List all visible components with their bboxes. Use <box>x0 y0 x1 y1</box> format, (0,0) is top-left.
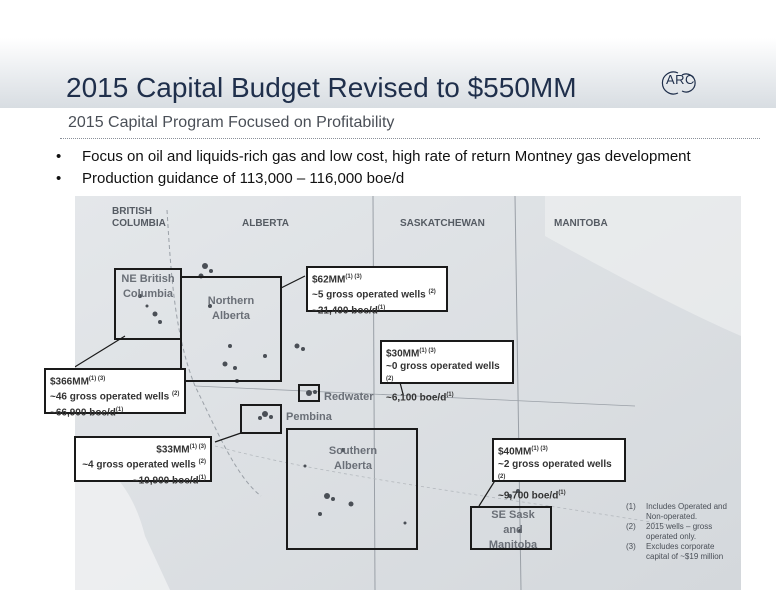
footnote <box>626 542 727 562</box>
footnote-ref: (2) <box>172 391 180 398</box>
region-label-alberta: ALBERTA <box>242 218 290 229</box>
place-label-line: Southern <box>328 445 378 457</box>
footnote-ref: (1) (3) <box>189 444 206 450</box>
region-label-line: BRITISH <box>112 206 152 217</box>
place-label-northern-alberta <box>196 294 266 324</box>
footnote <box>626 522 727 542</box>
callout-pembina <box>74 436 212 486</box>
callout-production: ~66,900 boe/d <box>50 406 116 418</box>
footnote-ref: (1) <box>446 391 454 398</box>
place-label-line: NE British <box>121 273 175 285</box>
place-label-southern-alberta <box>318 444 388 474</box>
bullet-text: Production guidance of 113,000 – 116,000 boe/d <box>82 170 405 187</box>
bullet-dot: • <box>56 170 62 187</box>
bullet-list <box>56 146 691 190</box>
footnote-text: capital of ~$19 million <box>646 552 724 561</box>
footnote-ref: (1) <box>115 406 124 413</box>
slide-subtitle: 2015 Capital Program Focused on Profitability <box>68 114 395 131</box>
footnote-ref: (1) <box>558 489 566 496</box>
callout-production: ~9,700 boe/d <box>498 489 559 501</box>
place-label-ne-bc <box>116 272 180 302</box>
place-label-line: and <box>503 524 523 536</box>
callout-northern-alberta <box>306 266 448 316</box>
footnote-text: Includes Operated and <box>646 502 727 511</box>
place-label-redwater: Redwater <box>324 391 374 403</box>
footnote-text: operated only. <box>646 532 697 541</box>
callout-production: ~6,100 boe/d <box>386 391 447 403</box>
footnote-ref: (1) (3) <box>345 274 362 280</box>
callout-wells: ~5 gross operated wells <box>312 289 426 301</box>
bullet-text: Focus on oil and liquids-rich gas and low cost, high rate of return Montney gas development <box>82 148 691 165</box>
pembina-area-box <box>240 404 282 434</box>
place-label-line: Manitoba <box>488 539 538 551</box>
footnote-text: Excludes corporate <box>646 542 715 551</box>
callout-redwater <box>380 340 514 403</box>
region-label-manitoba: MANITOBA <box>554 218 608 229</box>
place-label-line: Northern <box>207 295 255 307</box>
footnote-ref: (2) <box>498 474 506 481</box>
northern-alberta-area-box <box>180 276 282 382</box>
footnote-number: (3) <box>626 542 636 551</box>
callout-capital: $366MM <box>50 376 89 388</box>
callout-capital: $62MM <box>312 274 346 286</box>
place-label-pembina: Pembina <box>286 411 332 423</box>
logo-text: ARC <box>666 72 695 87</box>
callout-capital: $33MM <box>156 444 190 456</box>
footnotes <box>626 502 727 562</box>
footnote-number: (1) <box>626 502 636 511</box>
place-label-line: Alberta <box>334 460 372 472</box>
region-label-bc <box>112 206 166 230</box>
footnote-ref: (1) <box>198 474 206 481</box>
bullet-dot: • <box>56 148 62 165</box>
region-label-saskatchewan: SASKATCHEWAN <box>400 218 485 229</box>
callout-capital: $30MM <box>386 348 420 360</box>
callout-production: ~21,400 boe/d <box>312 304 378 316</box>
footnote <box>626 502 727 522</box>
footnote-ref: (2) <box>428 289 436 296</box>
redwater-area-box <box>298 384 320 402</box>
callout-ne-bc <box>44 368 186 418</box>
bullet-item <box>56 168 691 190</box>
footnote-ref: (1) (3) <box>88 376 106 382</box>
place-label-line: Columbia <box>122 288 174 300</box>
footnote-text: Non-operated. <box>646 512 698 521</box>
callout-se-sask <box>492 438 626 501</box>
slide-title: 2015 Capital Budget Revised to $550MM <box>66 72 577 103</box>
bullet-item <box>56 146 691 168</box>
footnote-ref: (2) <box>386 376 394 383</box>
footnote-ref: (2) <box>198 459 206 466</box>
callout-wells: ~4 gross operated wells <box>82 459 196 471</box>
place-label-line: Alberta <box>212 310 250 322</box>
footnote-ref: (1) (3) <box>419 348 436 354</box>
divider <box>60 138 760 139</box>
callout-capital: $40MM <box>498 446 532 458</box>
footnote-number: (2) <box>626 522 636 531</box>
callout-wells: ~2 gross operated wells <box>498 459 612 471</box>
footnote-ref: (1) <box>377 304 386 311</box>
footnote-ref: (1) (3) <box>531 446 548 452</box>
place-label-se-sask <box>480 508 546 553</box>
callout-production: ~10,900 boe/d <box>132 474 199 486</box>
region-label-line: COLUMBIA <box>112 218 166 229</box>
callout-wells: ~0 gross operated wells <box>386 361 500 373</box>
place-label-line: SE Sask <box>491 509 535 521</box>
callout-wells: ~46 gross operated wells <box>50 391 170 403</box>
footnote-text: 2015 wells – gross <box>646 522 713 531</box>
